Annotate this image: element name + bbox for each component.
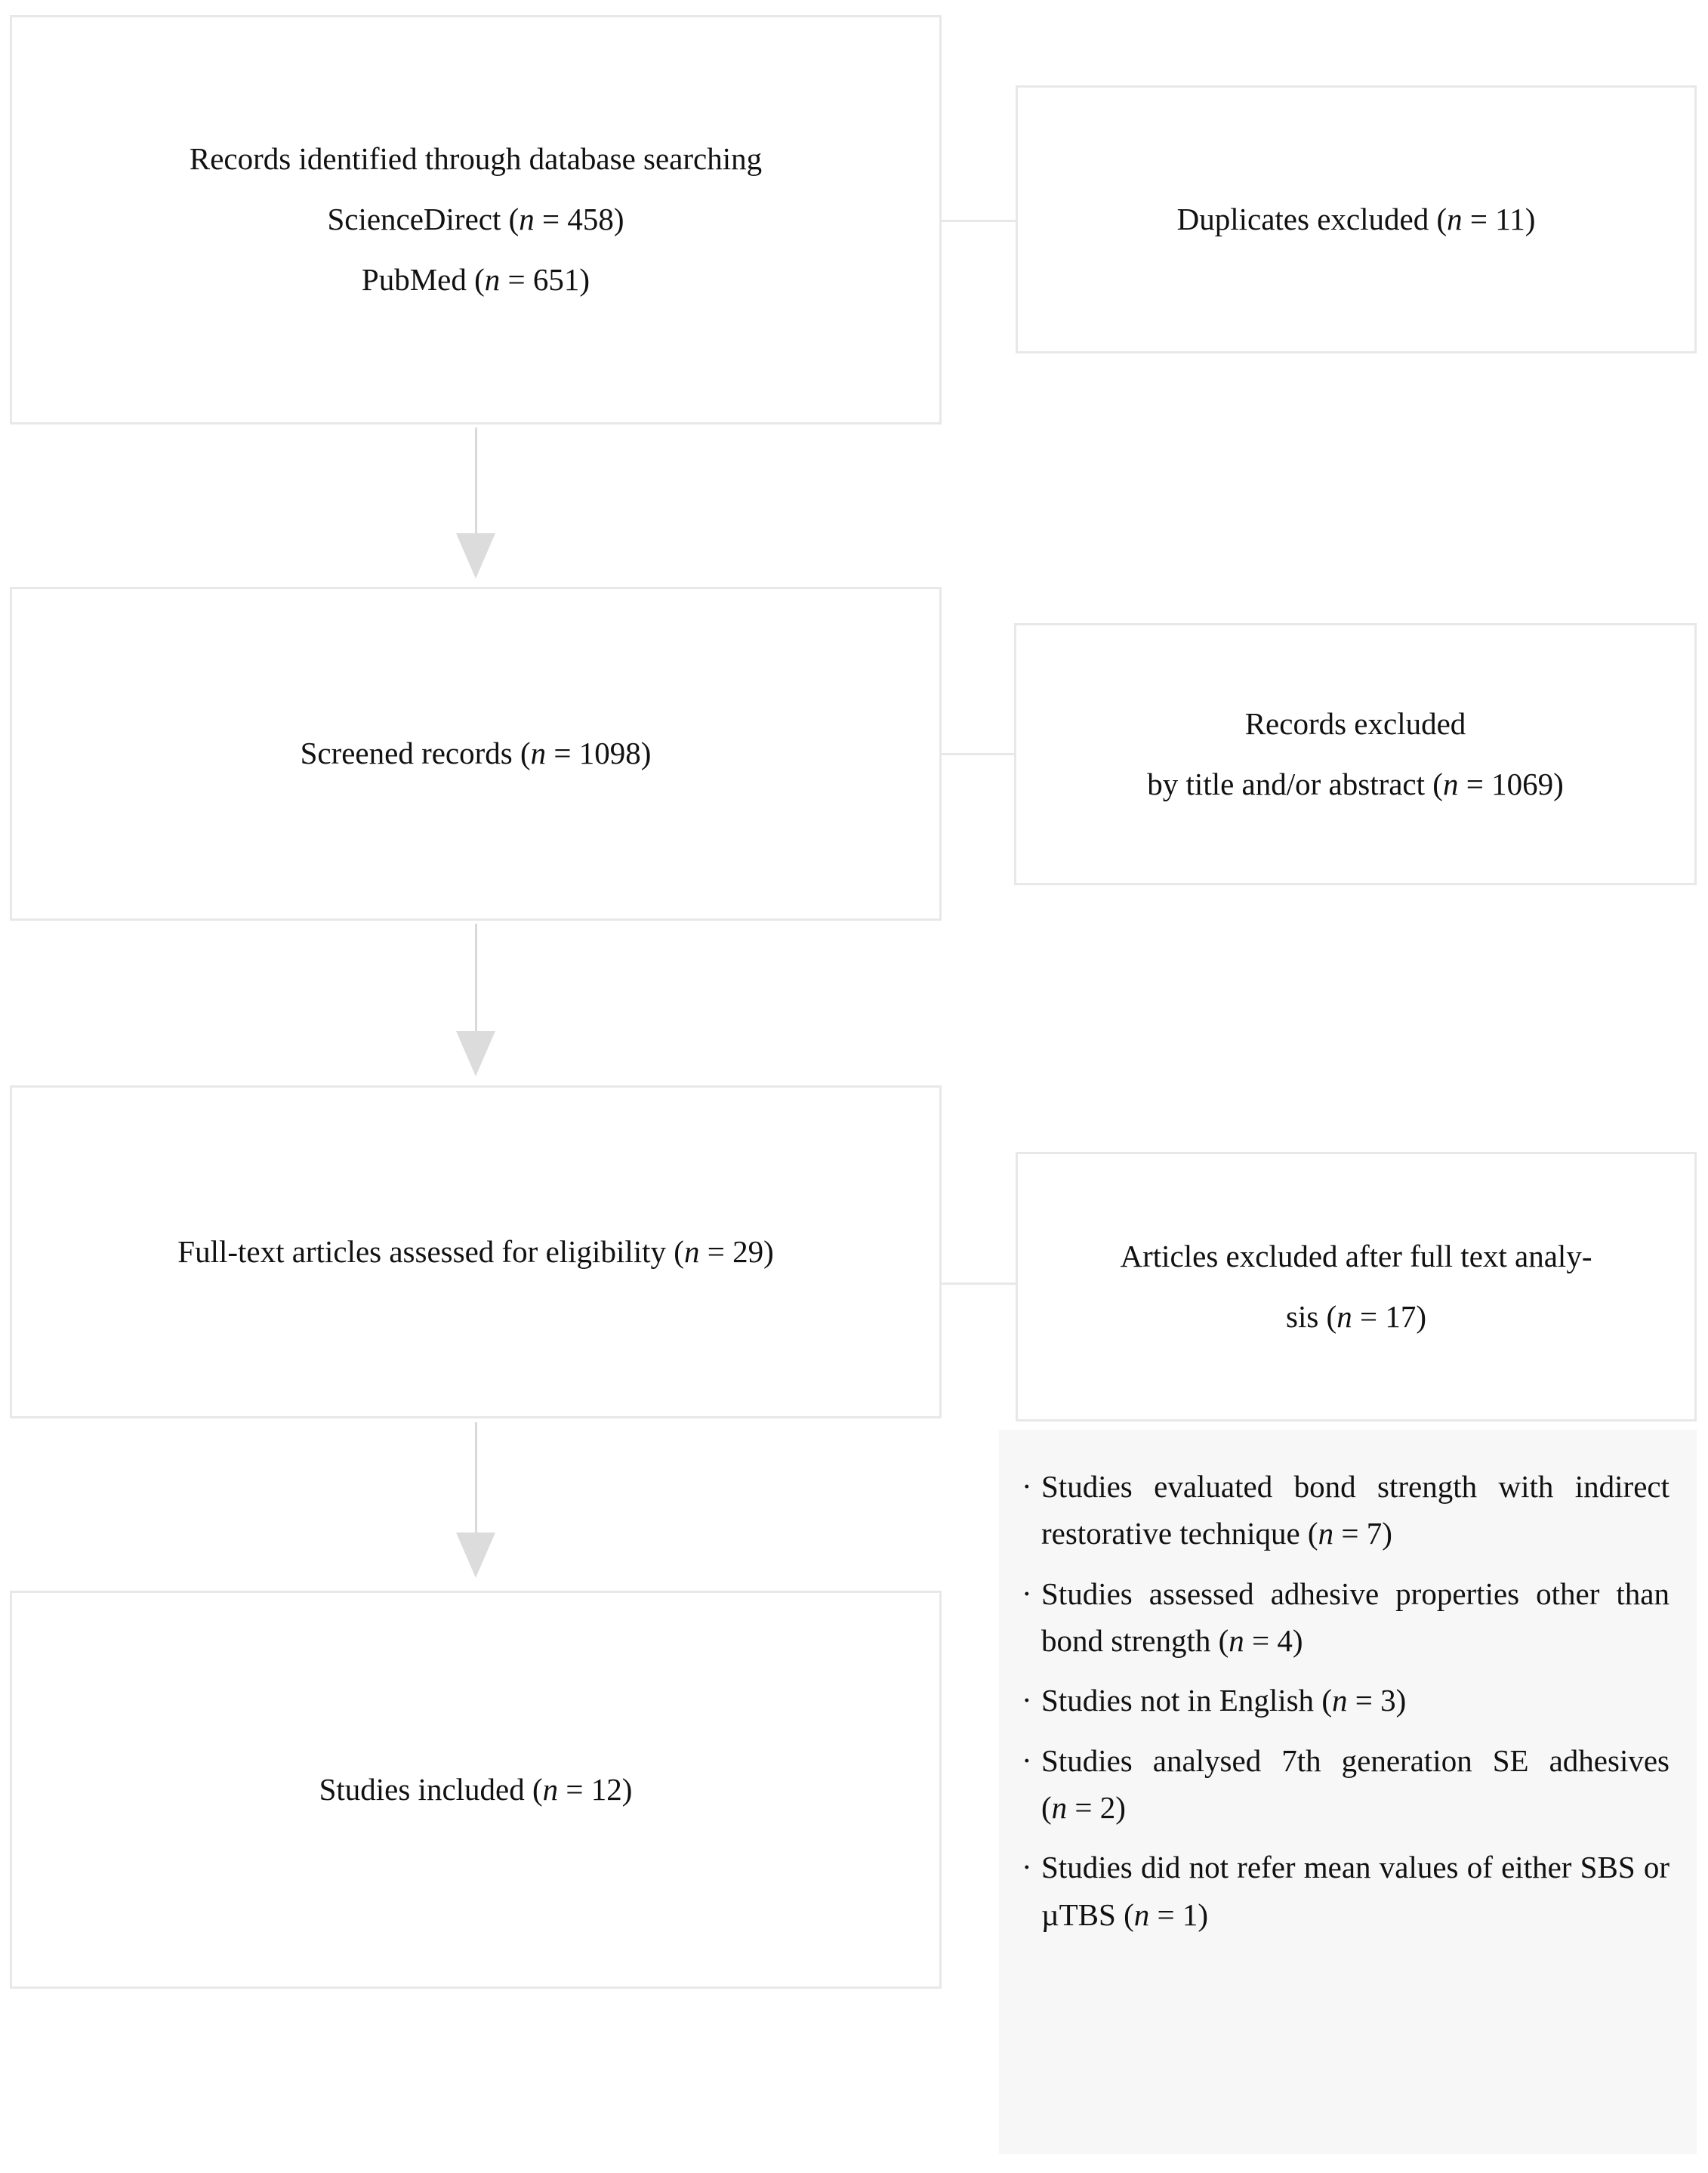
- exclusion-reason-2-count: 3: [1380, 1683, 1396, 1718]
- exclusion-reason-2-text: Studies not in English: [1041, 1683, 1315, 1718]
- exclusion-reasons-panel: [999, 1430, 1697, 2154]
- pubmed-label: PubMed: [361, 261, 467, 297]
- included-label: Studies included: [319, 1771, 525, 1807]
- exclusion-reason-3-text: Studies analysed 7th generation SE adhesives: [1041, 1742, 1669, 1778]
- bullet-icon: ·: [1022, 1683, 1032, 1718]
- arrow-fulltext-to-included-shaft: [475, 1422, 477, 1539]
- n-italic: n: [1447, 201, 1463, 236]
- bullet-icon: ·: [1022, 1469, 1032, 1504]
- articles-excluded-line1: Articles excluded after full text analy-: [1120, 1238, 1592, 1273]
- list-item: [1022, 1677, 1669, 1724]
- exclusion-reason-1-count: 4: [1277, 1622, 1293, 1658]
- list-item: [1022, 1463, 1669, 1557]
- connector-fulltext-to-articles-excluded: [942, 1283, 1028, 1285]
- node-records-identified: [10, 15, 942, 424]
- records-excluded-count: 1069: [1491, 766, 1554, 801]
- articles-excluded-line2: sis (n = 17): [1285, 1298, 1426, 1334]
- sciencedirect-count: 458: [567, 202, 614, 237]
- n-italic: n: [683, 1233, 700, 1269]
- fulltext-label: Full-text articles assessed for eligibility: [177, 1233, 667, 1269]
- arrow-identified-to-screened-head: [456, 533, 495, 579]
- fulltext-count: 29: [732, 1233, 764, 1269]
- list-item: [1022, 1844, 1669, 1938]
- exclusion-reason-0-text: Studies evaluated bond strength with indirect restorative technique: [1041, 1469, 1669, 1551]
- records-excluded-line2: by title and/or abstract (n = 1069): [1147, 766, 1564, 801]
- bullet-icon: ·: [1022, 1850, 1032, 1885]
- list-item: [1022, 1570, 1669, 1665]
- pubmed-count: 651: [532, 261, 580, 297]
- exclusion-reason-0-count: 7: [1366, 1516, 1383, 1551]
- node-articles-excluded-text: [1101, 1227, 1612, 1347]
- node-records-excluded: [1014, 623, 1697, 885]
- records-excluded-line1: Records excluded: [1244, 705, 1466, 741]
- exclusion-reason-3-count: 2: [1099, 1789, 1116, 1825]
- n-italic: n: [484, 261, 501, 297]
- node-fulltext-assessed-text: Full-text articles assessed for eligibility (n = 29): [177, 1233, 774, 1269]
- n-italic: n: [1331, 1683, 1348, 1718]
- node-screened-records: [10, 587, 942, 921]
- screened-count: 1098: [578, 736, 641, 771]
- included-count: 12: [590, 1771, 622, 1807]
- n-italic: n: [542, 1771, 559, 1807]
- node-records-excluded-text: [1127, 694, 1583, 815]
- node-articles-excluded: [1016, 1152, 1697, 1421]
- n-italic: n: [1051, 1789, 1068, 1825]
- exclusion-reason-4-text: Studies did not refer mean values of either SBS or µTBS: [1041, 1850, 1669, 1932]
- arrow-identified-to-screened-shaft: [475, 428, 477, 541]
- node-screened-records-text: Screened records (n = 1098): [300, 736, 652, 771]
- node-duplicates-excluded: [1016, 85, 1697, 353]
- duplicates-count: 11: [1495, 201, 1525, 236]
- arrow-fulltext-to-included-head: [456, 1533, 495, 1578]
- n-italic: n: [1442, 766, 1459, 801]
- list-item: [1022, 1737, 1669, 1832]
- exclusion-reason-text: Studies assessed adhesive properties other than bond strength (n = 4): [1041, 1576, 1669, 1658]
- n-italic: n: [1229, 1622, 1244, 1658]
- exclusion-reason-text: Studies evaluated bond strength with indirect restorative technique (n = 7): [1041, 1469, 1669, 1551]
- exclusion-reason-text: Studies did not refer mean values of either SBS or µTBS (n = 1): [1041, 1850, 1669, 1932]
- records-identified-line3: PubMed (n = 651): [361, 261, 590, 297]
- arrow-screened-to-fulltext-head: [456, 1031, 495, 1076]
- records-identified-line2: ScienceDirect (n = 458): [327, 202, 624, 237]
- screened-label: Screened records: [300, 736, 513, 771]
- node-studies-included: [10, 1591, 942, 1989]
- arrow-screened-to-fulltext-shaft: [475, 924, 477, 1039]
- exclusion-reason-1-text: Studies assessed adhesive properties other than bond strength: [1041, 1576, 1669, 1658]
- node-studies-included-text: Studies included (n = 12): [319, 1771, 633, 1807]
- records-identified-line1: Records identified through database searching: [189, 141, 763, 177]
- exclusion-reason-text: Studies not in English (n = 3): [1041, 1683, 1407, 1718]
- n-italic: n: [1318, 1516, 1334, 1551]
- sciencedirect-label: ScienceDirect: [327, 202, 501, 237]
- node-duplicates-excluded-text: Duplicates excluded (n = 11): [1176, 201, 1536, 236]
- exclusion-reason-4-count: 1: [1182, 1897, 1198, 1932]
- n-italic: n: [1336, 1298, 1352, 1334]
- duplicates-label: Duplicates excluded: [1176, 201, 1429, 236]
- exclusion-reason-text: Studies analysed 7th generation SE adhesives (n = 2): [1041, 1742, 1669, 1825]
- n-italic: n: [519, 202, 535, 237]
- n-italic: n: [530, 736, 547, 771]
- n-italic: n: [1133, 1897, 1150, 1932]
- bullet-icon: ·: [1022, 1742, 1032, 1778]
- bullet-icon: ·: [1022, 1576, 1032, 1611]
- node-fulltext-assessed: [10, 1085, 942, 1418]
- articles-excluded-count: 17: [1385, 1298, 1417, 1334]
- node-records-identified-text: [170, 129, 782, 310]
